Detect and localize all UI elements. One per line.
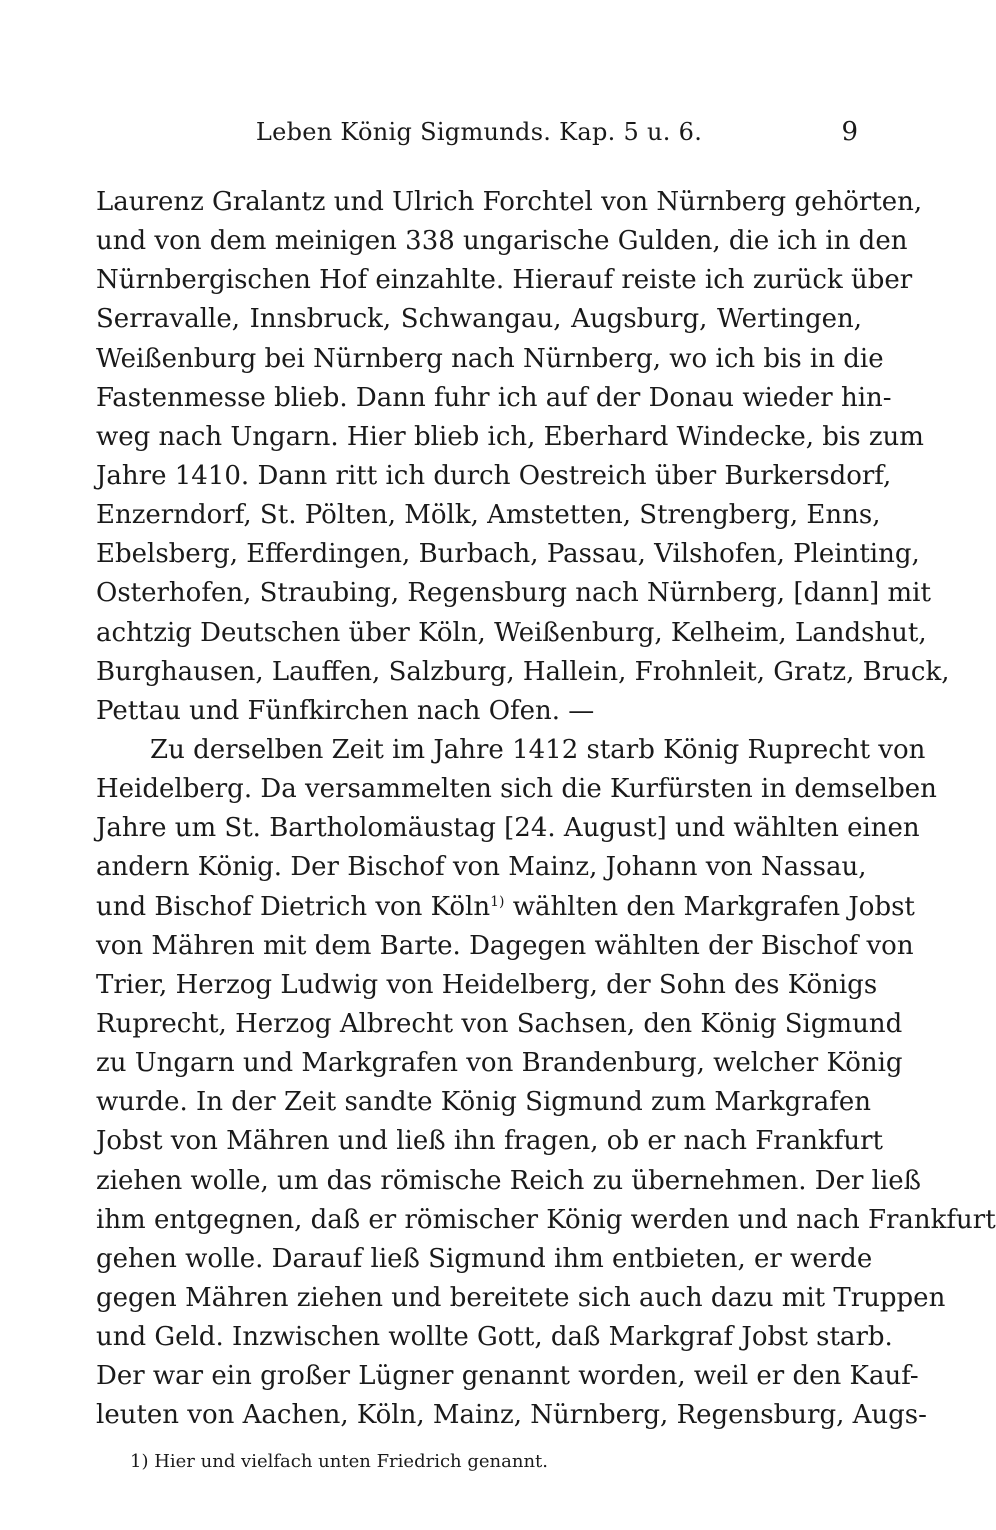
text-line: gehen wolle. Darauf ließ Sigmund ihm entbieten, er werde <box>96 1243 873 1274</box>
text-line: Heidelberg. Da versammelten sich die Kurfürsten in demselben <box>96 774 937 805</box>
text-fragment: wählten den Markgrafen Jobst <box>504 891 915 922</box>
text-line: Pettau und Fünfkirchen nach Ofen. — <box>96 695 595 726</box>
text-line: weg nach Ungarn. Hier blieb ich, Eberhard Windecke, bis zum <box>96 421 924 452</box>
text-line: zu Ungarn und Markgrafen von Brandenburg, welcher König <box>96 1048 903 1079</box>
text-line: wurde. In der Zeit sandte König Sigmund zum Markgrafen <box>96 1087 871 1118</box>
page-number: 9 <box>841 117 858 147</box>
text-line: leuten von Aachen, Köln, Mainz, Nürnberg, Regensburg, Augs- <box>96 1400 927 1431</box>
footnote: 1) Hier und vielfach unten Friedrich genannt. <box>130 1451 548 1472</box>
text-line: Ruprecht, Herzog Albrecht von Sachsen, den König Sigmund <box>96 1008 903 1039</box>
text-line: Fastenmesse blieb. Dann fuhr ich auf der Donau wieder hin- <box>96 382 892 413</box>
text-line: Serravalle, Innsbruck, Schwangau, Augsburg, Wertingen, <box>96 304 862 335</box>
text-line: andern König. Der Bischof von Mainz, Johann von Nassau, <box>96 852 867 883</box>
text-line: Der war ein großer Lügner genannt worden, weil er den Kauf- <box>96 1361 919 1392</box>
running-title: Leben König Sigmunds. Kap. 5 u. 6. <box>255 118 703 146</box>
text-line: Nürnbergischen Hof einzahlte. Hierauf reiste ich zurück über <box>96 265 913 296</box>
text-line: und von dem meinigen 338 ungarische Gulden, die ich in den <box>96 226 908 257</box>
text-line: ziehen wolle, um das römische Reich zu übernehmen. Der ließ <box>96 1165 922 1196</box>
text-line: Ebelsberg, Efferdingen, Burbach, Passau, Vilshofen, Pleinting, <box>96 539 920 570</box>
text-line: Jahre um St. Bartholomäustag [24. August] und wählten einen <box>96 813 920 844</box>
text-line: Burghausen, Lauffen, Salzburg, Hallein, Frohnleit, Gratz, Bruck, <box>96 656 950 687</box>
text-line: Zu derselben Zeit im Jahre 1412 starb König Ruprecht von <box>150 734 926 765</box>
text-line: Osterhofen, Straubing, Regensburg nach Nürnberg, [dann] mit <box>96 578 931 609</box>
body-text <box>96 183 996 1436</box>
text-line: von Mähren mit dem Barte. Dagegen wählten der Bischof von <box>96 930 914 961</box>
text-line: Jahre 1410. Dann ritt ich durch Oestreich über Burkersdorf, <box>96 460 892 491</box>
text-line: Enzerndorf, St. Pölten, Mölk, Amstetten, Strengberg, Enns, <box>96 500 881 531</box>
text-line: Weißenburg bei Nürnberg nach Nürnberg, wo ich bis in die <box>96 343 884 374</box>
text-line: ihm entgegnen, daß er römischer König werden und nach Frankfurt <box>96 1204 996 1235</box>
footnote-reference: 1) <box>490 893 505 910</box>
text-line-with-footnote <box>96 888 915 927</box>
text-line: gegen Mähren ziehen und bereitete sich auch dazu mit Truppen <box>96 1282 946 1313</box>
text-line: Trier, Herzog Ludwig von Heidelberg, der Sohn des Königs <box>96 969 878 1000</box>
running-head <box>96 114 862 150</box>
text-line: und Geld. Inzwischen wollte Gott, daß Markgraf Jobst starb. <box>96 1322 893 1353</box>
text-fragment: und Bischof Dietrich von Köln <box>96 891 491 922</box>
text-line: Laurenz Gralantz und Ulrich Forchtel von Nürnberg gehörten, <box>96 187 923 217</box>
text-line: achtzig Deutschen über Köln, Weißenburg, Kelheim, Landshut, <box>96 617 927 648</box>
text-line: Jobst von Mähren und ließ ihn fragen, ob er nach Frankfurt <box>96 1126 883 1157</box>
